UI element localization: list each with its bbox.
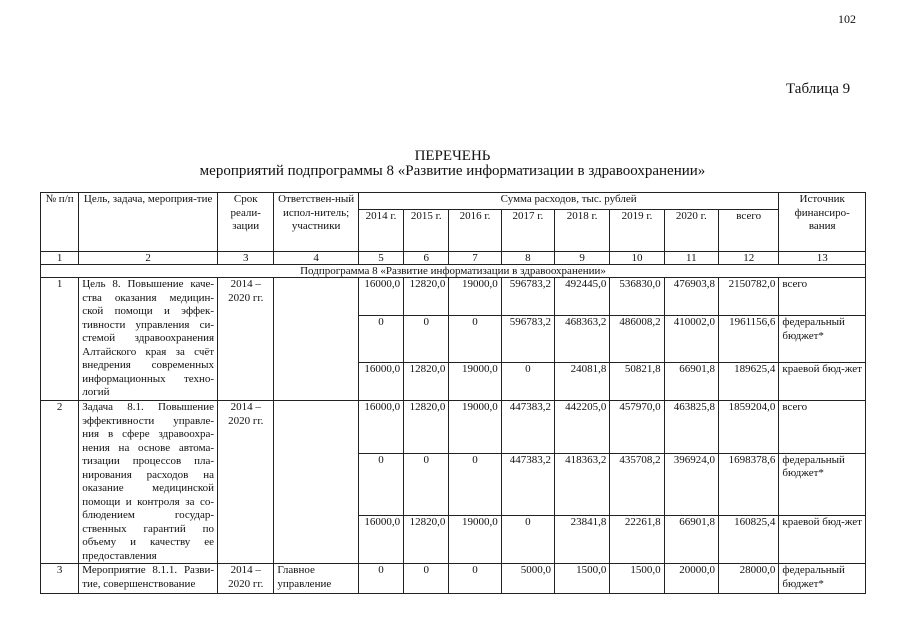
value-cell: 1698378,6 bbox=[718, 453, 778, 515]
row-num: 2 bbox=[41, 401, 79, 564]
source-cell: краевой бюд-жет bbox=[779, 363, 866, 401]
value-cell: 0 bbox=[449, 564, 501, 594]
value-cell: 16000,0 bbox=[358, 363, 403, 401]
value-cell: 1500,0 bbox=[555, 564, 610, 594]
header-year-2018: 2018 г. bbox=[555, 210, 610, 252]
value-cell: 476903,8 bbox=[664, 278, 718, 316]
value-cell: 435708,2 bbox=[610, 453, 664, 515]
value-cell: 189625,4 bbox=[718, 363, 778, 401]
value-cell: 0 bbox=[404, 564, 449, 594]
value-cell: 0 bbox=[358, 453, 403, 515]
subprogram-row: Подпрограмма 8 «Развитие информатизации в здравоохранении» bbox=[41, 265, 866, 278]
value-cell: 0 bbox=[449, 453, 501, 515]
header-year-2015: 2015 г. bbox=[404, 210, 449, 252]
row-responsible bbox=[274, 278, 359, 401]
header-responsible: Ответствен-ный испол-нитель; участники bbox=[274, 193, 359, 252]
row-num: 3 bbox=[41, 564, 79, 594]
column-number: 12 bbox=[718, 252, 778, 265]
value-cell: 0 bbox=[404, 316, 449, 363]
value-cell: 447383,2 bbox=[501, 401, 554, 454]
source-cell: всего bbox=[779, 401, 866, 454]
value-cell: 66901,8 bbox=[664, 516, 718, 564]
row-term: 2014 – 2020 гг. bbox=[218, 401, 274, 564]
value-cell: 28000,0 bbox=[718, 564, 778, 594]
document-title: ПЕРЕЧЕНЬ bbox=[414, 148, 491, 164]
row-responsible bbox=[274, 401, 359, 564]
value-cell: 16000,0 bbox=[358, 278, 403, 316]
value-cell: 24081,8 bbox=[555, 363, 610, 401]
header-total: всего bbox=[718, 210, 778, 252]
value-cell: 19000,0 bbox=[449, 516, 501, 564]
column-number: 2 bbox=[79, 252, 218, 265]
value-cell: 16000,0 bbox=[358, 516, 403, 564]
column-number: 5 bbox=[358, 252, 403, 265]
header-year-2014: 2014 г. bbox=[358, 210, 403, 252]
column-number: 7 bbox=[449, 252, 501, 265]
table-label: Таблица 9 bbox=[786, 81, 851, 97]
column-number: 3 bbox=[218, 252, 274, 265]
value-cell: 410002,0 bbox=[664, 316, 718, 363]
value-cell: 0 bbox=[404, 453, 449, 515]
column-number: 8 bbox=[501, 252, 554, 265]
header-num: № п/п bbox=[41, 193, 79, 252]
value-cell: 457970,0 bbox=[610, 401, 664, 454]
value-cell: 418363,2 bbox=[555, 453, 610, 515]
value-cell: 12820,0 bbox=[404, 516, 449, 564]
value-cell: 19000,0 bbox=[449, 278, 501, 316]
page-number: 102 bbox=[838, 12, 856, 26]
column-number: 10 bbox=[610, 252, 664, 265]
header-term: Срок реали-зации bbox=[218, 193, 274, 252]
header-sum: Сумма расходов, тыс. рублей bbox=[358, 193, 779, 210]
row-responsible: Главное управление bbox=[274, 564, 359, 594]
row-goal: Задача 8.1. Повышение эффективности управле-ния в сфере здравоохра-нения на основе автома-тизации процессов пла-нирования расходов на оказание медицинской помощи и контроля за со-блюдением государ-ственных гарантий по объему и качеству ее предоставления bbox=[79, 401, 218, 564]
row-num: 1 bbox=[41, 278, 79, 401]
column-number: 6 bbox=[404, 252, 449, 265]
value-cell: 23841,8 bbox=[555, 516, 610, 564]
value-cell: 596783,2 bbox=[501, 278, 554, 316]
header-year-2016: 2016 г. bbox=[449, 210, 501, 252]
value-cell: 1961156,6 bbox=[718, 316, 778, 363]
value-cell: 12820,0 bbox=[404, 401, 449, 454]
header-goal: Цель, задача, мероприя-тие bbox=[79, 193, 218, 252]
row-term: 2014 – 2020 гг. bbox=[218, 278, 274, 401]
value-cell: 442205,0 bbox=[555, 401, 610, 454]
value-cell: 536830,0 bbox=[610, 278, 664, 316]
value-cell: 66901,8 bbox=[664, 363, 718, 401]
value-cell: 1500,0 bbox=[610, 564, 664, 594]
header-year-2019: 2019 г. bbox=[610, 210, 664, 252]
value-cell: 596783,2 bbox=[501, 316, 554, 363]
value-cell: 0 bbox=[501, 363, 554, 401]
value-cell: 20000,0 bbox=[664, 564, 718, 594]
value-cell: 16000,0 bbox=[358, 401, 403, 454]
header-source: Источник финансиро-вания bbox=[779, 193, 866, 252]
value-cell: 463825,8 bbox=[664, 401, 718, 454]
value-cell: 447383,2 bbox=[501, 453, 554, 515]
value-cell: 396924,0 bbox=[664, 453, 718, 515]
value-cell: 468363,2 bbox=[555, 316, 610, 363]
value-cell: 19000,0 bbox=[449, 363, 501, 401]
source-cell: федеральный бюджет* bbox=[779, 316, 866, 363]
value-cell: 1859204,0 bbox=[718, 401, 778, 454]
column-number: 9 bbox=[555, 252, 610, 265]
source-cell: федеральный бюджет* bbox=[779, 453, 866, 515]
row-goal: Цель 8. Повышение каче-ства оказания медицин-ской помощи и эффек-тивности управления си-стемой здравоохранения Алтайского края за счёт внедрения современных информационных техно-логий bbox=[79, 278, 218, 401]
value-cell: 486008,2 bbox=[610, 316, 664, 363]
source-cell: федеральный бюджет* bbox=[779, 564, 866, 594]
source-cell: всего bbox=[779, 278, 866, 316]
value-cell: 12820,0 bbox=[404, 278, 449, 316]
row-term: 2014 – 2020 гг. bbox=[218, 564, 274, 594]
value-cell: 0 bbox=[358, 316, 403, 363]
value-cell: 2150782,0 bbox=[718, 278, 778, 316]
activities-table bbox=[40, 192, 866, 594]
value-cell: 492445,0 bbox=[555, 278, 610, 316]
value-cell: 19000,0 bbox=[449, 401, 501, 454]
column-number: 11 bbox=[664, 252, 718, 265]
row-goal: Мероприятие 8.1.1. Разви-тие, совершенствование bbox=[79, 564, 218, 594]
value-cell: 160825,4 bbox=[718, 516, 778, 564]
value-cell: 5000,0 bbox=[501, 564, 554, 594]
column-number: 13 bbox=[779, 252, 866, 265]
value-cell: 22261,8 bbox=[610, 516, 664, 564]
value-cell: 12820,0 bbox=[404, 363, 449, 401]
column-number: 1 bbox=[41, 252, 79, 265]
value-cell: 0 bbox=[358, 564, 403, 594]
header-year-2017: 2017 г. bbox=[501, 210, 554, 252]
value-cell: 0 bbox=[501, 516, 554, 564]
source-cell: краевой бюд-жет bbox=[779, 516, 866, 564]
header-year-2020: 2020 г. bbox=[664, 210, 718, 252]
value-cell: 0 bbox=[449, 316, 501, 363]
document-subtitle: мероприятий подпрограммы 8 «Развитие информатизации в здравоохранении» bbox=[199, 163, 706, 179]
column-number: 4 bbox=[274, 252, 359, 265]
value-cell: 50821,8 bbox=[610, 363, 664, 401]
